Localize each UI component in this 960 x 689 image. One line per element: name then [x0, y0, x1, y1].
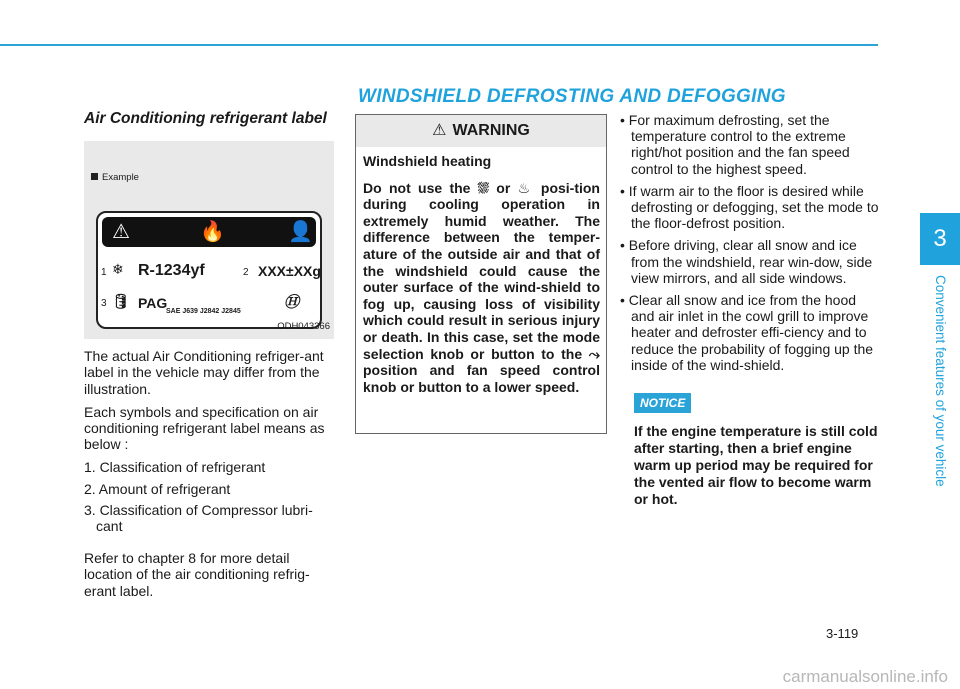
warning-triangle-icon: ⚠ [432, 122, 447, 139]
paragraph-1: The actual Air Conditioning refriger-ant label in the vehicle may differ from the illustration. [84, 348, 324, 397]
notice-badge: NOTICE [634, 393, 691, 413]
refrigerant-label [96, 211, 322, 329]
figure-code: ODH043366 [277, 321, 330, 332]
notice-text: If the engine temperature is still cold after starting, then a brief engine warm up period may be required for the vented air flow to become warm or hot. [634, 423, 878, 508]
section-title: WINDSHIELD DEFROSTING AND DEFOGGING [358, 86, 786, 107]
paragraph-2: Each symbols and specification on air conditioning refrigerant label means as below : [84, 403, 325, 453]
warning-header: ⚠ WARNING [356, 115, 606, 147]
label-number-1: 1 [101, 267, 107, 279]
bullet-item: • Clear all snow and ice from the hood and air inlet in the cowl grill to improve heater and defroster effi-ciency and to reduce the probability of fogging up the inside of the wind-shield. [620, 292, 874, 373]
list-item: 3. Classification of Compressor lubri-cant [84, 501, 313, 535]
sae-standards: SAE J639 J2842 J2845 [166, 308, 241, 316]
paragraph-3: Refer to chapter 8 for more detail location of the air conditioning refrig-erant label. [84, 550, 310, 599]
mechanic-icon: 👤 [288, 221, 313, 244]
figure-caption: Example [91, 170, 139, 186]
label-meaning-list [84, 459, 334, 534]
brand-logo-icon: Ⓗ [284, 294, 300, 312]
label-header [102, 217, 316, 247]
warning-triangle-icon: ⚠ [112, 221, 130, 244]
chapter-title-vertical: Convenient features of your vehicle [933, 275, 948, 487]
warning-text: Do not use the ⛆ or ♨ posi-tion during cooling operation in extremely humid weather. The difference between the temper-ature of the outside air and that of the windshield could cause the outer surface of the wind-shield to fog up, causing loss of visibility which could result in serious injury or death. In this case, set the mode selection knob or button to the ⤳ position and fan speed control knob or button to a lower speed. [363, 179, 600, 395]
label-number-3: 3 [101, 298, 107, 310]
face-mode-icon: ⤳ [588, 345, 600, 362]
lubricant-type: PAG [138, 295, 168, 312]
bullet-item: • Before driving, clear all snow and ice from the windshield, rear win-dow, side view mirrors, and all side windows. [620, 237, 873, 286]
defrost-mode-icon: ♨ [517, 179, 534, 196]
label-number-2: 2 [243, 267, 249, 279]
square-bullet-icon [91, 173, 98, 180]
list-item: 1. Classification of refrigerant [84, 459, 266, 476]
bullet-item: • For maximum defrosting, set the temperature control to the extreme right/hot position and the fan speed control to the highest speed. [620, 112, 850, 177]
refrigerant-type: R-1234yf [138, 262, 205, 280]
warning-body [356, 147, 606, 395]
column-left [84, 111, 334, 606]
refrigerant-amount: XXX±XXg [258, 263, 321, 280]
flame-icon: 🔥 [200, 221, 225, 244]
warning-subtitle: Windshield heating [363, 153, 492, 169]
subheading: Air Conditioning refrigerant label [84, 110, 327, 127]
page-number: 3-119 [826, 626, 859, 641]
bullet-item: • If warm air to the floor is desired while defrosting or defogging, set the mode to the floor-defrost position. [620, 182, 879, 232]
list-item: 2. Amount of refrigerant [84, 480, 231, 497]
column-right [619, 112, 879, 508]
oil-can-icon: 🛢 [112, 293, 130, 310]
header-rule [0, 44, 878, 46]
warning-box [355, 114, 607, 434]
snowflake-icon: ❄ [112, 261, 124, 278]
chapter-tab: 3 [920, 213, 960, 265]
refrigerant-label-figure [84, 141, 334, 339]
watermark: carmanualsonline.info [782, 667, 948, 686]
floor-defrost-mode-icon: ⛆ [477, 179, 489, 196]
